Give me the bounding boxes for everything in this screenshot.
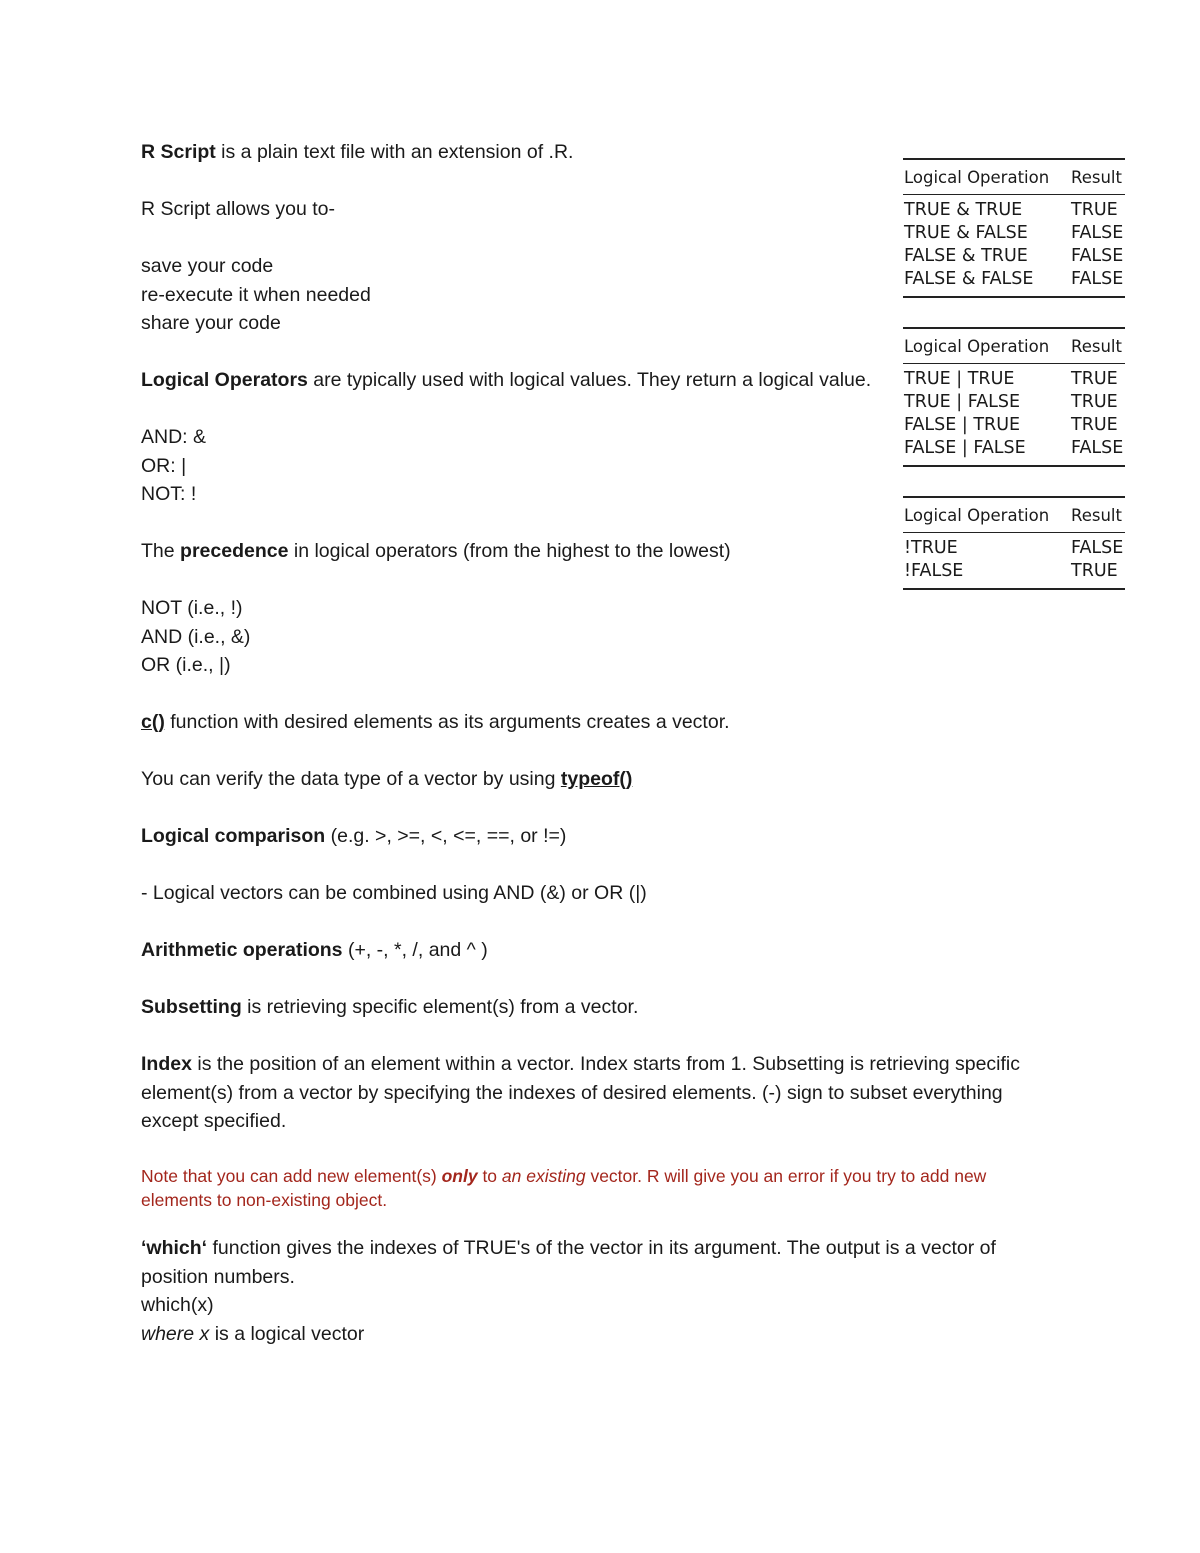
and-truth-table <box>903 158 1125 298</box>
typeof-link[interactable]: typeof() <box>560 768 633 790</box>
table-row: FALSE & TRUE FALSE <box>904 246 1124 266</box>
paragraph-precedence: The precedence in logical operators (from the highest to the lowest) <box>141 540 731 562</box>
list-item: share your code <box>141 312 281 334</box>
list-item: OR: | <box>141 454 187 477</box>
list-item: AND (i.e., &) <box>141 625 251 648</box>
list-item: re-execute it when needed <box>141 283 371 306</box>
table-row: !TRUE FALSE <box>904 538 1124 558</box>
paragraph-c-function: c() function with desired elements as its arguments creates a vector. <box>141 711 730 733</box>
table-header: Logical Operation Result <box>903 160 1125 195</box>
table-row: !FALSE TRUE <box>904 561 1118 581</box>
paragraph-which: ‘which‘ function gives the indexes of TRUE's of the vector in its argument. The output is a vector of position numbers. which(x) where x is a logical vector <box>141 1234 1061 1348</box>
list-item: NOT (i.e., !) <box>141 597 243 619</box>
paragraph-allows: R Script allows you to- <box>141 198 335 220</box>
list-item: AND: & <box>141 426 207 448</box>
code-description: where x is a logical vector <box>141 1322 365 1345</box>
list-item: NOT: ! <box>141 483 197 505</box>
table-row: FALSE & FALSE FALSE <box>904 269 1124 289</box>
code-example: which(x) <box>141 1294 214 1316</box>
paragraph-combined: - Logical vectors can be combined using AND (&) or OR (|) <box>141 882 647 904</box>
list-item: OR (i.e., |) <box>141 654 231 676</box>
note-paragraph: Note that you can add new element(s) only to an existing vector. R will give you an error if you try to add new elements to non-existing object. <box>141 1166 987 1210</box>
c-function-link[interactable]: c() <box>141 711 165 733</box>
table-row: FALSE | FALSE FALSE <box>904 438 1124 458</box>
table-row: FALSE | TRUE TRUE <box>904 415 1118 435</box>
or-truth-table <box>903 327 1125 467</box>
truth-tables <box>903 158 1125 619</box>
table-row: TRUE & TRUE TRUE <box>904 200 1118 220</box>
paragraph-index: Index is the position of an element within a vector. Index starts from 1. Subsetting is retrieving specific element(s) from a vector by specifying the indexes of desired elements. (-) sign to subset everything except specified. <box>141 1053 1021 1132</box>
list-item: save your code <box>141 255 274 277</box>
paragraph-logical-operators: Logical Operators are typically used with logical values. They return a logical value. <box>141 369 872 391</box>
not-truth-table <box>903 496 1125 590</box>
paragraph-typeof: You can verify the data type of a vector by using typeof() <box>141 768 633 790</box>
paragraph-arithmetic: Arithmetic operations (+, -, *, /, and ^ ) <box>141 939 488 961</box>
paragraph-r-script: R Script is a plain text file with an extension of .R. <box>141 141 574 163</box>
paragraph-logical-comparison: Logical comparison (e.g. >, >=, <, <=, ==, or !=) <box>141 825 567 847</box>
table-header: Logical Operation Result <box>903 498 1125 533</box>
paragraph-subsetting: Subsetting is retrieving specific element(s) from a vector. <box>141 996 639 1018</box>
table-row: TRUE | TRUE TRUE <box>904 369 1118 389</box>
table-row: TRUE | FALSE TRUE <box>904 392 1118 412</box>
table-header: Logical Operation Result <box>903 329 1125 364</box>
table-row: TRUE & FALSE FALSE <box>904 223 1124 243</box>
